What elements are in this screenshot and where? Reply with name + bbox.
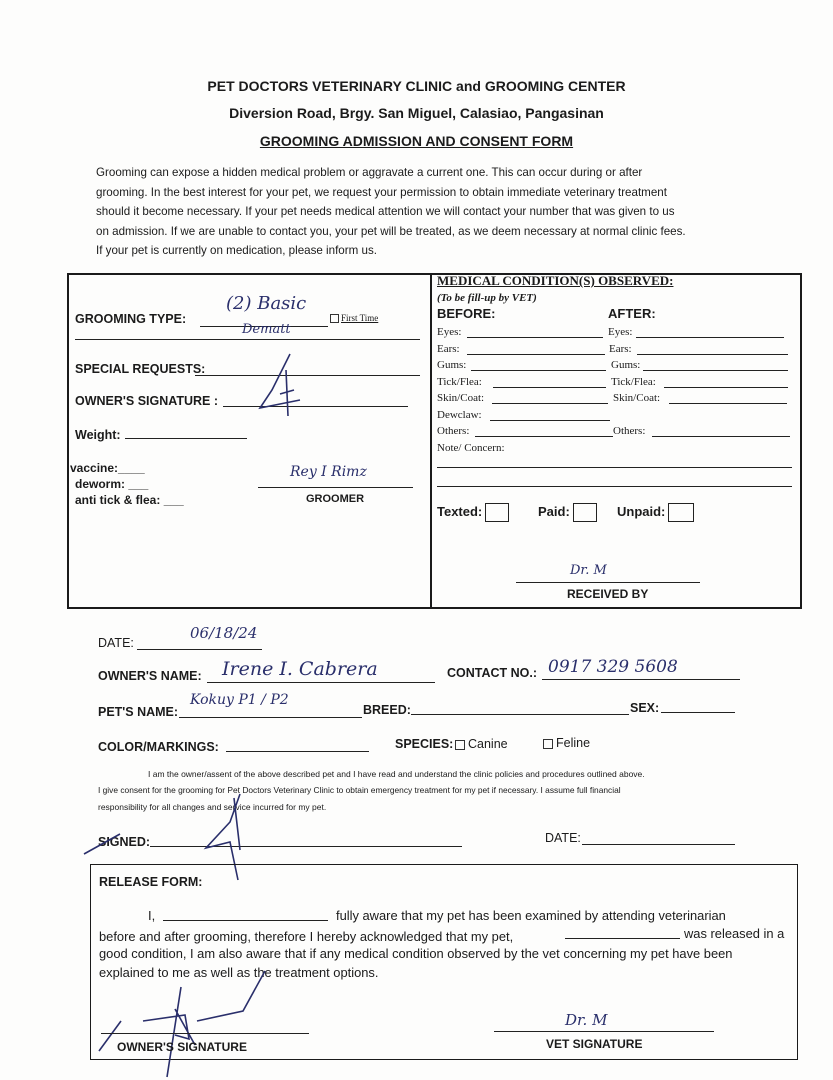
antitick-label: anti tick & flea: ___	[75, 493, 184, 507]
received-by-label: RECEIVED BY	[567, 587, 649, 601]
groomer-line[interactable]	[258, 487, 413, 488]
note-line-1[interactable]	[437, 467, 792, 468]
pet-name-label: PET'S NAME:	[98, 705, 179, 719]
date-label: DATE:	[98, 636, 134, 650]
consent-line-1: I am the owner/assent of the above described pet and I have read and understand the clinic policies and procedures outlined above.	[148, 769, 645, 779]
grooming-type-value-2: Dematt	[242, 322, 291, 337]
color-markings-line[interactable]	[226, 751, 369, 752]
before-gums-label: Gums:	[437, 359, 467, 371]
clinic-address: Diversion Road, Brgy. San Miguel, Calasiao, Pangasinan	[229, 105, 604, 121]
form-title: GROOMING ADMISSION AND CONSENT FORM	[259, 133, 574, 149]
feline-checkbox[interactable]	[543, 739, 553, 749]
note-concern-label: Note/ Concern:	[437, 442, 505, 454]
consent-date-label: DATE:	[545, 831, 581, 845]
grooming-type-label: GROOMING TYPE:	[75, 312, 187, 326]
unpaid-label: Unpaid:	[617, 503, 666, 519]
before-skincoat-label: Skin/Coat:	[437, 392, 485, 404]
contact-value: 0917 329 5608	[548, 657, 678, 677]
release-pet-line[interactable]	[565, 938, 680, 939]
release-owner-signature-label: OWNER'S SIGNATURE	[117, 1040, 247, 1054]
intro-line: grooming. In the best interest for your pet, we request your permission to obtain immediate veterinary treatment	[96, 185, 667, 199]
after-ears-label: Ears:	[609, 343, 632, 355]
after-tickflea-label: Tick/Flea:	[611, 376, 656, 388]
vet-signature-label: VET SIGNATURE	[546, 1037, 643, 1051]
sex-label: SEX:	[630, 701, 660, 715]
after-eyes-label: Eyes:	[608, 326, 633, 338]
texted-box[interactable]	[485, 503, 509, 522]
note-line-2[interactable]	[437, 486, 792, 487]
vaccine-label: vaccine:____	[70, 461, 145, 475]
after-ears-line[interactable]	[637, 354, 788, 355]
paid-checkbox[interactable]	[538, 503, 597, 522]
vet-signature-value: Dr. M	[565, 1011, 608, 1029]
after-label: AFTER:	[608, 306, 656, 321]
release-line-2-start: before and after grooming, therefore I hereby acknowledged that my pet,	[99, 929, 514, 944]
clinic-name: PET DOCTORS VETERINARY CLINIC and GROOMING CENTER	[207, 78, 626, 94]
owner-name-value: Irene I. Cabrera	[222, 658, 378, 680]
date-line[interactable]	[137, 649, 262, 650]
intro-line: on admission. If we are unable to contact you, your pet will be treated, as we deem necessary at normal clinic fees.	[96, 224, 686, 238]
first-time-box[interactable]	[330, 314, 339, 323]
first-time-checkbox[interactable]	[330, 313, 378, 323]
grooming-type-value: (2) Basic	[226, 293, 307, 314]
deworm-label: deworm: ___	[75, 477, 149, 491]
release-line-1-start: I,	[148, 908, 156, 923]
canine-option[interactable]	[455, 737, 508, 751]
feline-option[interactable]	[543, 736, 590, 750]
feline-label: Feline	[556, 736, 591, 750]
received-by-line[interactable]	[516, 582, 700, 583]
texted-checkbox[interactable]	[437, 503, 509, 522]
before-dewclaw-label: Dewclaw:	[437, 409, 482, 421]
contact-line[interactable]	[542, 679, 740, 680]
groomer-label: GROOMER	[306, 493, 365, 505]
intro-line: Grooming can expose a hidden medical problem or aggravate a current one. This can occur during or after	[96, 166, 643, 179]
before-ears-label: Ears:	[437, 343, 460, 355]
after-gums-line[interactable]	[643, 370, 788, 371]
canine-checkbox[interactable]	[455, 740, 465, 750]
medical-condition-subtitle: (To be fill-up by VET)	[437, 292, 537, 304]
release-owner-signature-scribble	[95, 965, 285, 1080]
owner-name-label: OWNER'S NAME:	[98, 669, 202, 683]
intro-line: should it become necessary. If your pet needs medical attention we will contact your number that was given to us	[96, 205, 675, 218]
canine-label: Canine	[468, 737, 508, 751]
first-time-label: First Time	[341, 313, 379, 323]
release-title: RELEASE FORM:	[99, 875, 203, 889]
before-eyes-label: Eyes:	[437, 326, 462, 338]
after-others-line[interactable]	[652, 436, 790, 437]
date-value: 06/18/24	[190, 624, 258, 642]
before-tickflea-label: Tick/Flea:	[437, 376, 482, 388]
release-line-3: good condition, I am also aware that if any medical condition observed by the vet concerning my pet have been	[99, 946, 733, 961]
before-gums-line[interactable]	[471, 370, 606, 371]
release-line-2-end: was released in a	[684, 926, 785, 941]
breed-label: BREED:	[363, 703, 411, 717]
before-others-label: Others:	[437, 425, 470, 437]
before-skincoat-line[interactable]	[492, 403, 608, 404]
pet-name-line[interactable]	[179, 717, 362, 718]
paid-box[interactable]	[573, 503, 597, 522]
signed-label: SIGNED:	[98, 835, 151, 849]
groomer-name: Rey I Rimz	[290, 464, 367, 480]
before-dewclaw-line[interactable]	[490, 420, 610, 421]
after-skincoat-line[interactable]	[669, 403, 787, 404]
contact-label: CONTACT NO.:	[447, 666, 538, 680]
release-line-4: explained to me as well as the treatment options.	[99, 965, 379, 980]
before-label: BEFORE:	[437, 306, 496, 321]
medical-condition-title: MEDICAL CONDITION(S) OBSERVED:	[437, 273, 674, 288]
owner-name-line[interactable]	[207, 682, 435, 683]
intro-line: If your pet is currently on medication, please inform us.	[96, 244, 377, 257]
unpaid-checkbox[interactable]	[617, 503, 694, 522]
intro-paragraph	[96, 163, 746, 261]
consent-line-3: responsibility for all changes and service incurred for my pet.	[98, 802, 327, 812]
paid-label: Paid:	[538, 503, 570, 519]
weight-label: Weight:	[75, 428, 121, 442]
owner-signature-line-release[interactable]	[101, 1033, 309, 1034]
consent-date-line[interactable]	[582, 844, 735, 845]
vet-signature-line[interactable]	[494, 1031, 714, 1032]
unpaid-box[interactable]	[668, 503, 694, 522]
weight-line[interactable]	[125, 438, 247, 439]
owner-signature-scribble	[250, 350, 310, 420]
before-eyes-line[interactable]	[467, 337, 603, 338]
after-gums-label: Gums:	[611, 359, 641, 371]
after-skincoat-label: Skin/Coat:	[613, 392, 661, 404]
after-tickflea-line[interactable]	[664, 387, 788, 388]
owner-signature-label: OWNER'S SIGNATURE :	[75, 394, 219, 408]
color-markings-label: COLOR/MARKINGS:	[98, 740, 219, 754]
before-others-line[interactable]	[475, 436, 613, 437]
received-by-signature: Dr. M	[570, 563, 607, 578]
pet-name-value: Kokuy P1 / P2	[190, 692, 289, 708]
before-ears-line[interactable]	[467, 354, 605, 355]
after-eyes-line[interactable]	[636, 337, 784, 338]
box-divider	[430, 273, 432, 609]
before-tickflea-line[interactable]	[493, 387, 606, 388]
release-line-1-end: fully aware that my pet has been examined by attending veterinarian	[336, 908, 726, 923]
special-requests-label: SPECIAL REQUESTS:	[75, 362, 206, 376]
release-name-line[interactable]	[163, 920, 328, 921]
species-label: SPECIES:	[395, 737, 454, 751]
texted-label: Texted:	[437, 503, 483, 519]
grooming-type-line-2[interactable]	[75, 339, 420, 340]
sex-line[interactable]	[661, 712, 735, 713]
consent-line-2: I give consent for the grooming for Pet Doctors Veterinary Clinic to obtain emergency treatment for my pet if necessary. I assume full financial	[98, 785, 621, 795]
after-others-label: Others:	[613, 425, 646, 437]
breed-line[interactable]	[411, 714, 629, 715]
